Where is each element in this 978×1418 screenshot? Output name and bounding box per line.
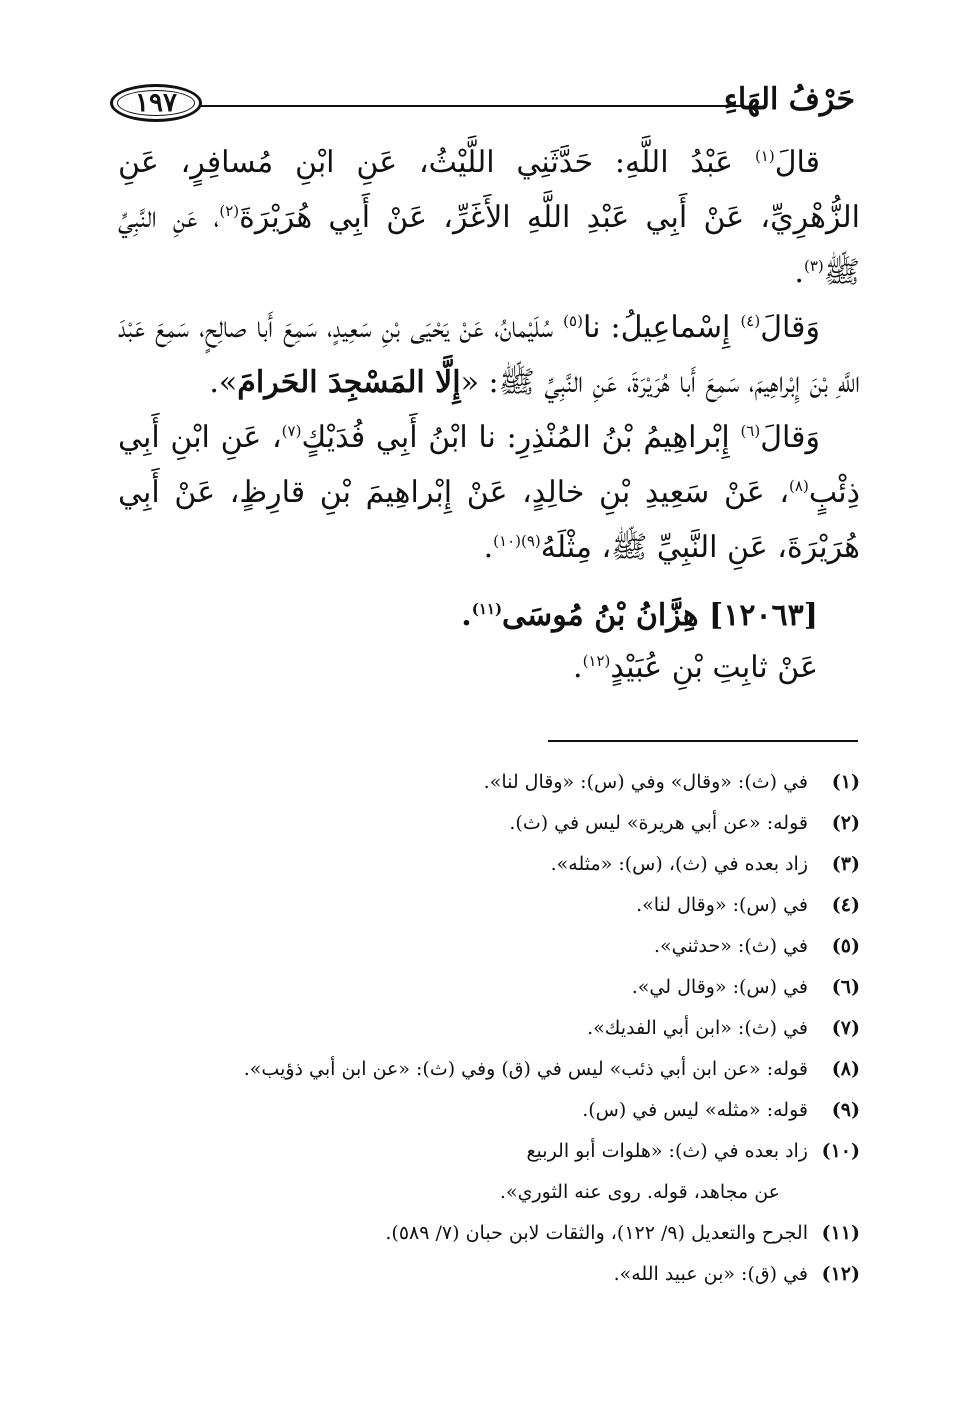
footnote-number: (٤) xyxy=(831,894,860,916)
footnote-text: قوله: «مثله» ليس في (س). xyxy=(582,1099,808,1121)
footnote-ref: (٨) xyxy=(789,477,809,495)
footnote-number: (١) xyxy=(831,771,860,793)
footnote-number: (٦) xyxy=(831,976,860,998)
text-run: ، عَنِ ابْنِ أَبِي ذِئْبٍ xyxy=(118,420,860,510)
entry-heading xyxy=(461,598,818,633)
footnote xyxy=(220,885,860,926)
footnote-ref: (٧) xyxy=(281,422,302,440)
footnote-separator xyxy=(548,740,858,742)
footnote-text: قوله: «عن ابن أبي ذئب» ليس في (ق) وفي (ث): «عن ابن أبي ذؤيب». xyxy=(243,1058,808,1080)
text-run: سُلَيْمانُ، عَنْ يَحْيَى بْنِ سَعِيدٍ، سَمِعَ أَبا صالِحٍ، سَمِعَ عَبْدَ اللَّهِ بْنَ إِبْراهِيمَ، سَمِعَ أَبا هُرَيْرَةَ، عَنِ النَّبِيِّ ﷺ: « xyxy=(118,310,860,400)
footnote xyxy=(220,1049,860,1090)
text-run: عَبْدُ اللَّهِ: حَدَّثَنِي اللَّيْثُ، عَنِ ابْنِ مُسافِرٍ، عَنِ الزُّهْرِيِّ، عَنْ أَبِي عَبْدِ اللَّهِ الأَغَرِّ، عَنْ أَبِي هُرَيْرَةَ xyxy=(118,145,861,235)
paragraph-1 xyxy=(118,135,860,300)
text-run: . xyxy=(461,598,472,633)
footnote xyxy=(220,1090,860,1131)
text-run: وَقالَ xyxy=(760,420,820,455)
footnote-number: (٢) xyxy=(831,812,860,834)
footnote-number: (٨) xyxy=(831,1058,860,1080)
footnote xyxy=(220,1131,860,1172)
footnote-number: (١٠) xyxy=(821,1140,860,1162)
text-run: قالَ xyxy=(774,145,820,180)
footnote-text: في (س): «وقال لنا». xyxy=(636,894,808,916)
footnote xyxy=(220,1254,860,1295)
footnote-text: في (ث): «حدثني». xyxy=(654,935,808,957)
footnote-ref: (٤) xyxy=(740,312,761,330)
footnote-text: زاد بعده في (ث): «هلوات أبو الربيع xyxy=(526,1140,808,1162)
footnote-ref: (١١) xyxy=(471,600,503,618)
footnote-text: في (ق): «بن عبيد الله». xyxy=(613,1263,808,1285)
footnote-ref: (٣) xyxy=(803,257,824,275)
footnote-ref: (٥) xyxy=(563,312,583,330)
footnote-ref: (١٢) xyxy=(582,652,611,670)
footnote-number: (٥) xyxy=(831,935,860,957)
entry-title: [١٢٠٦٣] هِزَّانُ بْنُ مُوسَى xyxy=(502,598,818,633)
footnote-number: (٧) xyxy=(831,1017,860,1039)
footnote xyxy=(220,803,860,844)
entry-narration xyxy=(573,650,818,685)
footnote xyxy=(220,844,860,885)
footnote-ref: (٩)(١٠) xyxy=(493,532,541,550)
footnote xyxy=(220,1213,860,1254)
text-run: . xyxy=(483,530,494,565)
page-number: ١٩٧ xyxy=(135,88,177,118)
footnote-text: قوله: «عن أبي هريرة» ليس في (ث). xyxy=(509,812,808,834)
footnote-text: في (س): «وقال لي». xyxy=(631,976,808,998)
text-run: إِسْماعِيلُ: نا xyxy=(582,310,741,345)
footnote-text: في (ث): «ابن أبي الفديك». xyxy=(587,1017,808,1039)
footnote-text: زاد بعده في (ث)، (س): «مثله». xyxy=(550,853,808,875)
footnote-ref: (٢) xyxy=(219,202,240,220)
footnote-number: (٣) xyxy=(831,853,860,875)
paragraph-3 xyxy=(118,410,860,575)
page-number-oval xyxy=(110,84,202,122)
footnote-continuation: عن مجاهد، قوله. روى عنه الثوري». xyxy=(499,1181,780,1203)
main-text xyxy=(118,135,860,575)
header-rule xyxy=(200,105,743,107)
text-run: إِبْراهِيمُ بْنُ المُنْذِرِ: نا ابْنُ أَبِي فُدَيْكٍ xyxy=(301,420,741,455)
hadith-quote: إِلَّا المَسْجِدَ الحَرامَ xyxy=(237,365,461,400)
text-run: ». xyxy=(209,365,238,400)
text-run: ، عَنِ النَّبِيِّ ﷺ xyxy=(118,200,860,290)
text-run: ، عَنْ سَعِيدِ بْنِ خالِدٍ، عَنْ إِبْراهِيمَ بْنِ قارِظٍ، عَنْ أَبِي هُرَيْرَةَ، عَنِ النَّبِيِّ ﷺ، مِثْلَهُ xyxy=(118,475,860,565)
footnote xyxy=(220,762,860,803)
paragraph-2 xyxy=(118,300,860,410)
footnote-ref: (٦) xyxy=(740,422,761,440)
footnotes xyxy=(220,762,860,1295)
footnote-ref: (١) xyxy=(754,147,775,165)
footnote-number: (١٢) xyxy=(821,1263,860,1285)
footnote-number: (٩) xyxy=(831,1099,860,1121)
text-run: . xyxy=(794,255,804,290)
footnote xyxy=(220,1008,860,1049)
footnote xyxy=(220,926,860,967)
page-header xyxy=(110,82,855,128)
footnote-text: في (ث): «وقال» وفي (س): «وقال لنا». xyxy=(483,771,808,793)
text-run: عَنْ ثابِتِ بْنِ عُبَيْدٍ xyxy=(610,650,818,685)
footnote-number: (١١) xyxy=(821,1222,860,1244)
text-run: . xyxy=(573,650,583,685)
footnote-text: الجرح والتعديل (٩/ ١٢٢)، والثقات لابن حبان (٧/ ٥٨٩). xyxy=(385,1222,808,1244)
text-run: وَقالَ xyxy=(760,310,820,345)
chapter-title: حَرْفُ الهَاءِ xyxy=(723,82,855,117)
footnote xyxy=(220,967,860,1008)
